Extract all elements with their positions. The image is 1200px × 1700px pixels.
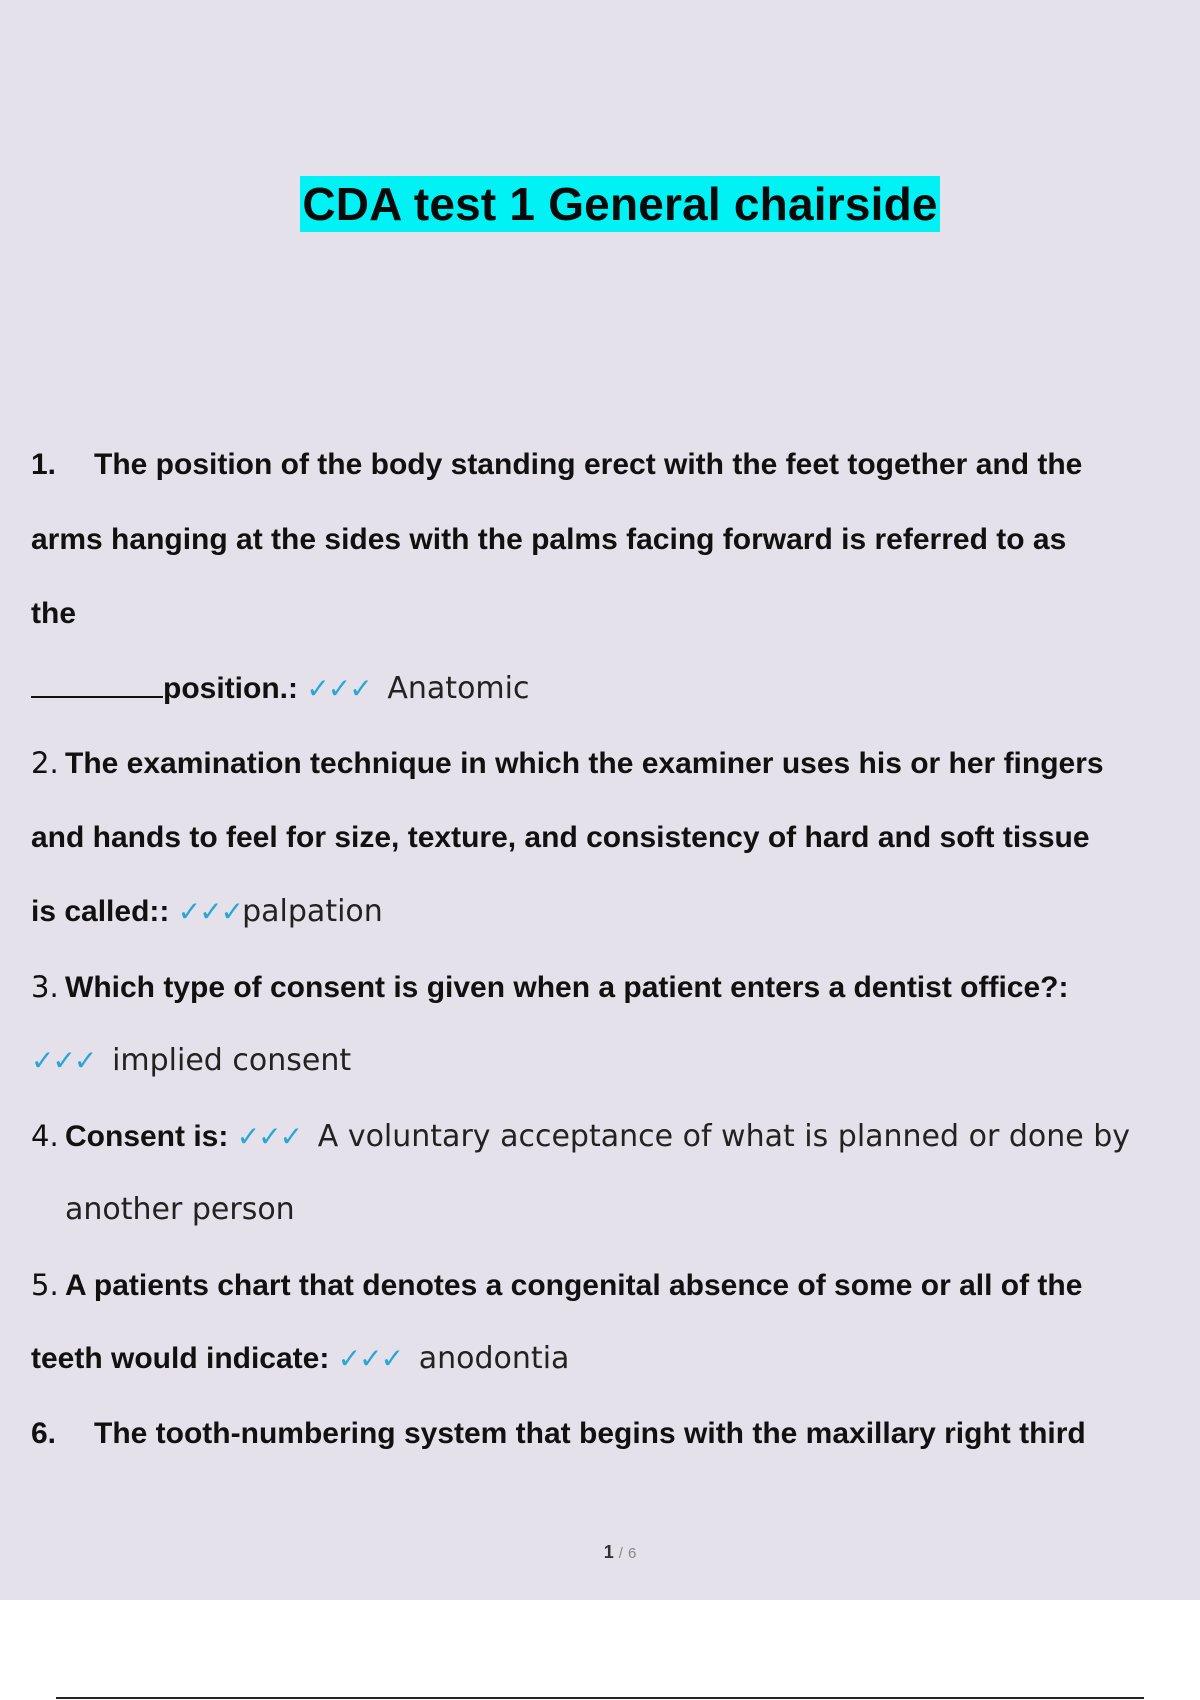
question-2-line-3: [31, 875, 1200, 950]
total-page-count: 6: [627, 1545, 637, 1562]
answer-text: A voluntary acceptance of what is planned or done by: [317, 1118, 1131, 1154]
answer-text: palpation: [242, 894, 383, 929]
question-number: 6.: [31, 1416, 57, 1450]
question-3-line-1: [31, 950, 1200, 1025]
next-page-divider: [56, 1697, 1144, 1699]
question-text: is called::: [31, 895, 170, 928]
question-text: teeth would indicate:: [31, 1342, 330, 1375]
question-text: The tooth-numbering system that begins with the maxillary right third: [94, 1416, 1086, 1450]
fill-in-blank: [31, 674, 163, 698]
answer-text: anodontia: [418, 1341, 570, 1376]
checkmark-icon: ✓✓✓: [177, 895, 243, 928]
checkmark-icon: ✓✓✓: [337, 1342, 403, 1375]
question-1-line-1: [31, 428, 1200, 503]
question-number: 1.: [31, 448, 57, 481]
question-1-line-2: [31, 503, 1200, 578]
question-text: the: [31, 597, 76, 630]
answer-text: Anatomic: [387, 670, 530, 706]
question-5-line-2: [31, 1322, 1200, 1397]
answer-text: another person: [65, 1192, 295, 1227]
current-page-number: 1: [603, 1542, 614, 1562]
question-text: Consent is:: [65, 1119, 229, 1153]
question-text: position.:: [163, 671, 298, 705]
question-text: A patients chart that denotes a congenital absence of some or all of the: [65, 1268, 1083, 1302]
question-text: arms hanging at the sides with the palms facing forward is referred to as: [31, 522, 1067, 556]
question-1-line-3: [31, 577, 1200, 652]
page-separator: /: [618, 1545, 623, 1562]
question-number: 4.: [31, 1118, 59, 1153]
question-5-line-1: [31, 1248, 1200, 1323]
question-6-line-1: [31, 1397, 1200, 1472]
question-text: The examination technique in which the examiner uses his or her fingers: [65, 747, 1104, 780]
page-indicator: [0, 1542, 1200, 1563]
document-title: CDA test 1 General chairside: [302, 178, 938, 230]
question-text: The position of the body standing erect with the feet together and the: [94, 448, 1083, 481]
question-2-line-1: [31, 726, 1200, 801]
question-number: 5.: [31, 1267, 59, 1302]
question-2-line-2: [31, 801, 1200, 876]
checkmark-icon: ✓✓✓: [306, 671, 371, 705]
question-4-line-1: [31, 1099, 1200, 1174]
question-number: 2.: [31, 746, 59, 780]
question-text: Which type of consent is given when a patient enters a dentist office?:: [65, 970, 1069, 1004]
question-1-line-4: [31, 652, 1200, 727]
question-3-line-2: [31, 1024, 1200, 1099]
question-text: and hands to feel for size, texture, and consistency of hard and soft tissue: [31, 820, 1090, 854]
question-list: [31, 428, 1200, 1471]
checkmark-icon: ✓✓✓: [31, 1044, 96, 1077]
question-number: 3.: [31, 969, 59, 1004]
title-container: [0, 176, 1200, 232]
answer-text: implied consent: [112, 1043, 352, 1078]
question-4-line-2: [31, 1173, 1200, 1248]
checkmark-icon: ✓✓✓: [236, 1119, 302, 1153]
